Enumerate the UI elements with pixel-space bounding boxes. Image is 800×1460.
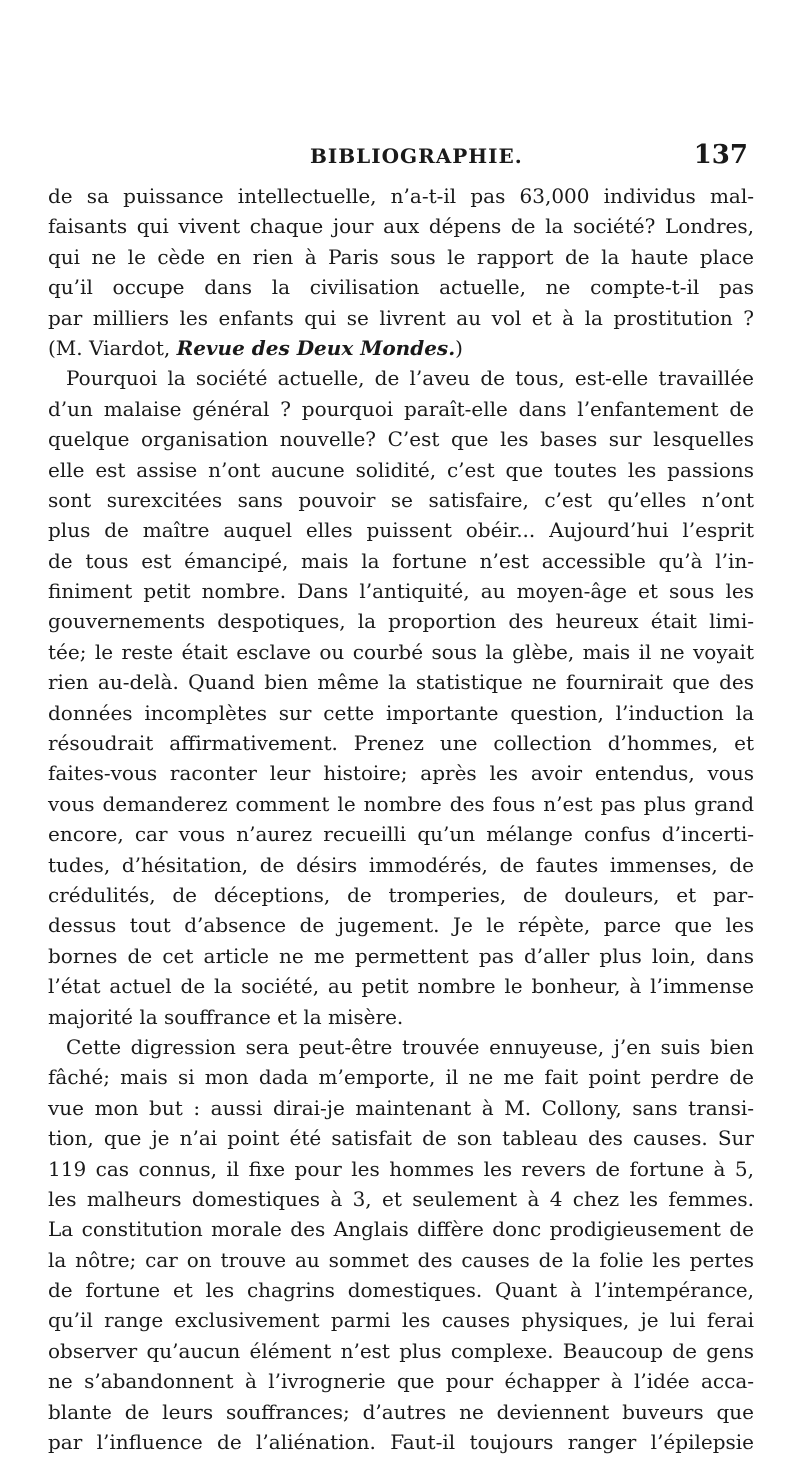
text-line: rien au-delà. Quand bien même la statistique ne fournirait que des — [48, 670, 754, 695]
text-line: données incomplètes sur cette importante question, l’induction la — [48, 700, 754, 725]
text-line: qu’il occupe dans la civilisation actuelle, ne compte-t-il pas — [48, 275, 754, 300]
text-segment: (M. Viardot, — [48, 335, 177, 360]
text-line: vue mon but : aussi dirai-je maintenant à M. Collony, sans transi- — [48, 1095, 754, 1120]
text-line: La constitution morale des Anglais diffère donc prodigieusement de — [48, 1217, 754, 1242]
text-line: faisants qui vivent chaque jour aux dépens de la société? Londres, — [48, 214, 754, 239]
page-number: 137 — [693, 140, 748, 170]
text-line: faites-vous raconter leur histoire; après les avoir entendus, vous — [48, 761, 754, 786]
text-line: Pourquoi la société actuelle, de l’aveu de tous, est-elle travaillée — [66, 366, 754, 391]
text-line: tudes, d’hésitation, de désirs immodérés, de fautes immenses, de — [48, 852, 754, 877]
text-line: majorité la souffrance et la misère. — [48, 1004, 404, 1029]
text-segment: ) — [455, 335, 463, 360]
citation-title: Revue des Deux Mondes. — [176, 335, 456, 360]
text-line: tion, que je n’ai point été satisfait de son tableau des causes. Sur — [48, 1126, 754, 1151]
text-line: de sa puissance intellectuelle, n’a-t-il pas 63,000 individus mal- — [48, 184, 754, 208]
text-line: dessus tout d’absence de jugement. Je le répète, parce que les — [48, 913, 754, 938]
text-line: de tous est émancipé, mais la fortune n’est accessible qu’à l’in- — [48, 548, 754, 573]
text-line: sont surexcitées sans pouvoir se satisfaire, c’est qu’elles n’ont — [48, 487, 754, 512]
text-line: ne s’abandonnent à l’ivrognerie que pour échapper à l’idée acca- — [48, 1369, 754, 1394]
text-line: par milliers les enfants qui se livrent au vol et à la prostitution ? — [48, 305, 754, 330]
text-line: gouvernements despotiques, la proportion des heureux était limi- — [48, 609, 754, 634]
page-header — [48, 140, 748, 176]
text-line: tée; le reste était esclave ou courbé sous la glèbe, mais il ne voyait — [48, 639, 754, 664]
text-line: fâché; mais si mon dada m’emporte, il ne me fait point perdre de — [48, 1065, 754, 1090]
text-line: par l’influence de l’aliénation. Faut-il toujours ranger l’épilepsie — [48, 1430, 754, 1455]
text-line: qu’il range exclusivement parmi les causes physiques, je lui ferai — [48, 1308, 754, 1333]
text-line: crédulités, de déceptions, de tromperies, de douleurs, et par- — [48, 882, 754, 907]
text-line: de fortune et les chagrins domestiques. Quant à l’intempérance, — [48, 1278, 754, 1303]
text-line — [48, 333, 754, 363]
text-line: plus de maître auquel elles puissent obéir... Aujourd’hui l’esprit — [48, 518, 754, 543]
text-line: finiment petit nombre. Dans l’antiquité, au moyen-âge et sous les — [48, 579, 754, 604]
text-line: qui ne le cède en rien à Paris sous le rapport de la haute place — [48, 244, 754, 269]
text-line: blante de leurs souffrances; d’autres ne deviennent buveurs que — [48, 1399, 754, 1424]
text-line: encore, car vous n’aurez recueilli qu’un mélange confus d’incerti- — [48, 822, 754, 847]
text-line: Cette digression sera peut-être trouvée ennuyeuse, j’en suis bien — [66, 1034, 754, 1059]
text-line: vous demanderez comment le nombre des fous n’est pas plus grand — [48, 791, 754, 816]
text-line: d’un malaise général ? pourquoi paraît-elle dans l’enfantement de — [48, 396, 754, 421]
text-line: quelque organisation nouvelle? C’est que les bases sur lesquelles — [48, 427, 754, 452]
text-line: les malheurs domestiques à 3, et seulement à 4 chez les femmes. — [48, 1186, 754, 1211]
text-line: résoudrait affirmativement. Prenez une collection d’hommes, et — [48, 731, 754, 756]
text-line: observer qu’aucun élément n’est plus complexe. Beaucoup de gens — [48, 1338, 754, 1363]
text-line: bornes de cet article ne me permettent pas d’aller plus loin, dans — [48, 943, 754, 968]
text-line: elle est assise n’ont aucune solidité, c’est que toutes les passions — [48, 457, 754, 482]
body-text — [48, 181, 754, 1457]
text-line: l’état actuel de la société, au petit nombre le bonheur, à l’immense — [48, 974, 754, 999]
text-line: la nôtre; car on trouve au sommet des causes de la folie les pertes — [48, 1247, 754, 1272]
running-title: BIBLIOGRAPHIE. — [310, 144, 523, 168]
text-line: 119 cas connus, il fixe pour les hommes les revers de fortune à 5, — [48, 1156, 754, 1181]
